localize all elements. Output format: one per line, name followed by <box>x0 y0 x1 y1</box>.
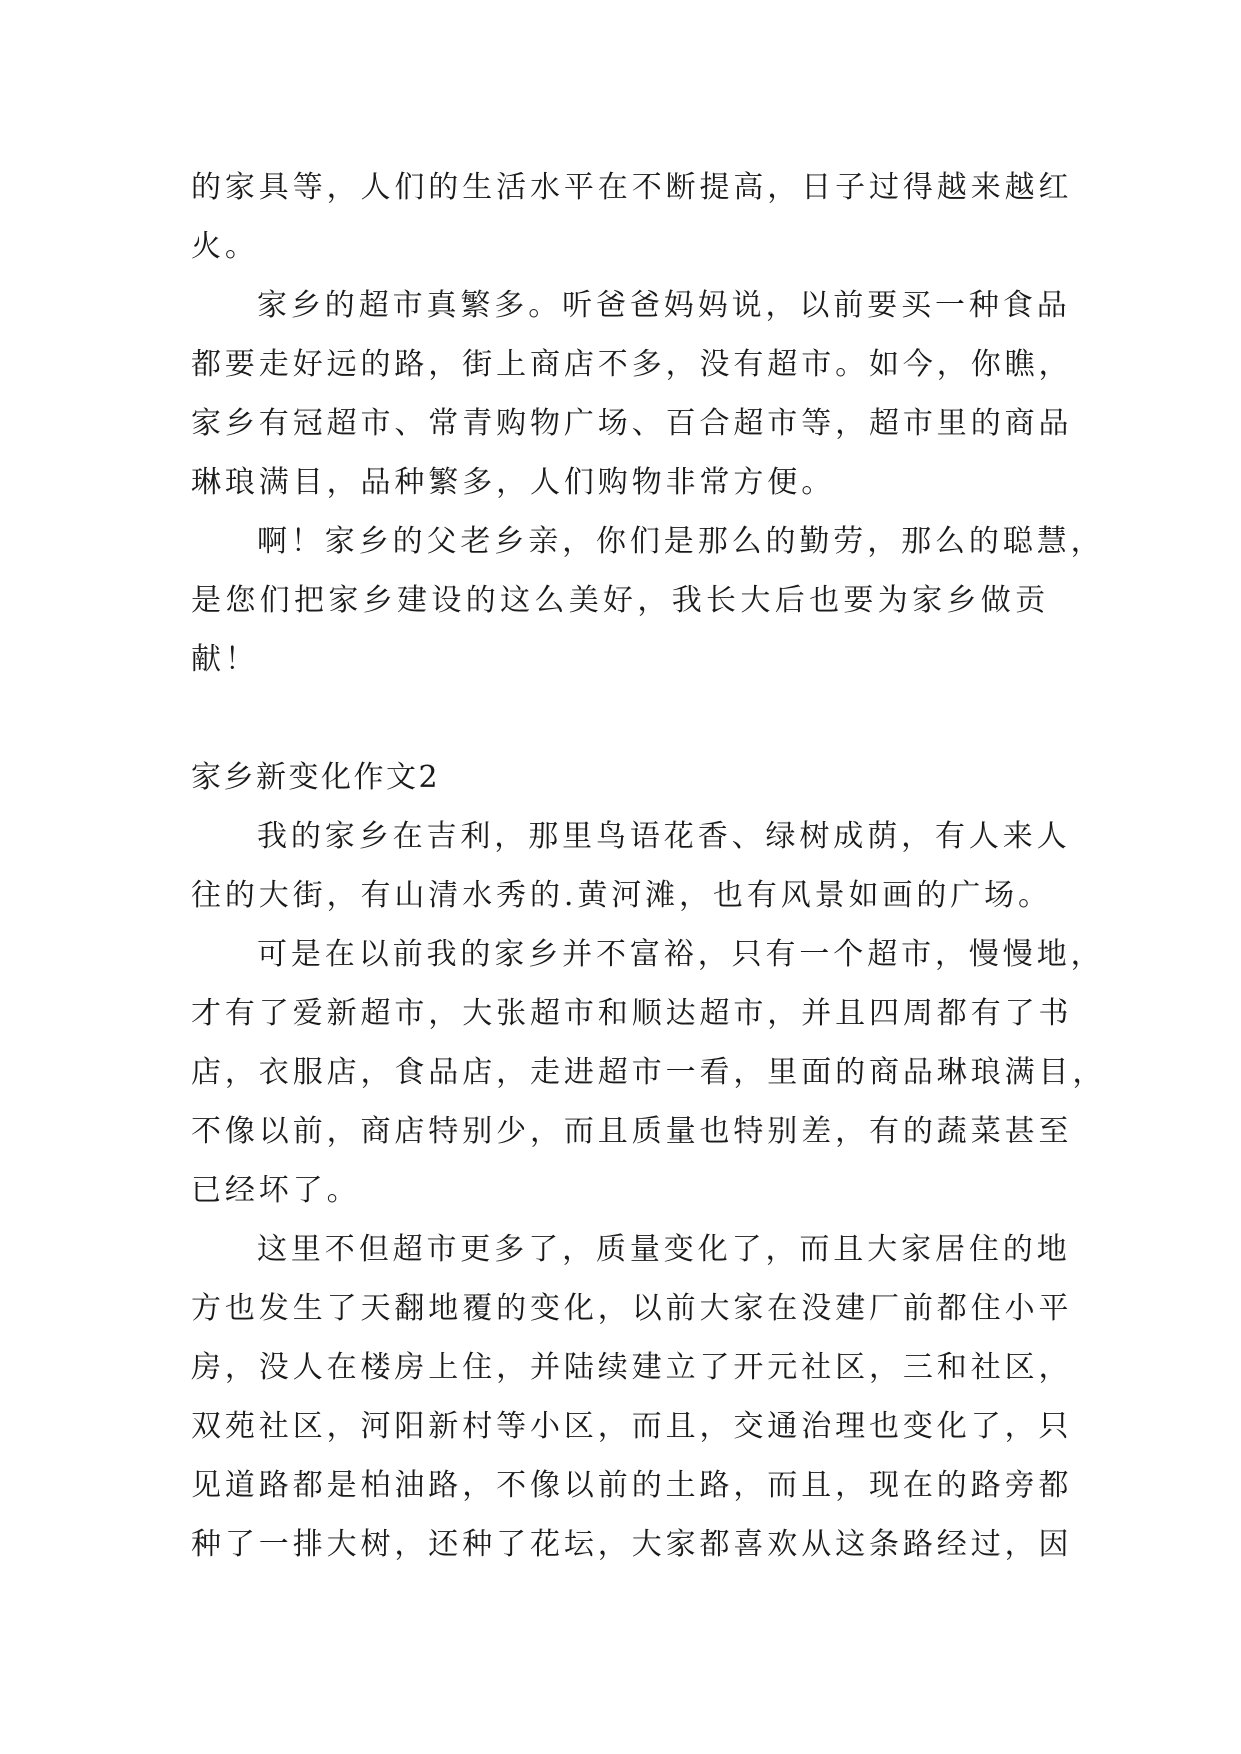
paragraph-start-line: 可是在以前我的家乡并不富裕，只有一个超市，慢慢地， <box>257 937 1105 972</box>
essay-text <box>191 158 1107 1574</box>
text-line: 已经坏了。 <box>191 1173 361 1208</box>
section-heading: 家乡新变化作文2 <box>191 760 441 795</box>
text-line: 献！ <box>191 642 259 677</box>
section-gap <box>191 689 1049 748</box>
text-line: 火。 <box>191 229 259 264</box>
text-line: 才有了爱新超市，大张超市和顺达超市，并且四周都有了书 <box>191 996 1073 1031</box>
text-line: 店，衣服店，食品店，走进超市一看，里面的商品琳琅满目， <box>191 1055 1107 1090</box>
text-line: 琳琅满目，品种繁多，人们购物非常方便。 <box>191 465 836 500</box>
text-line: 房，没人在楼房上住，并陆续建立了开元社区，三和社区， <box>191 1350 1073 1385</box>
text-line: 往的大街，有山清水秀的.黄河滩，也有风景如画的广场。 <box>191 878 1052 913</box>
text-line: 种了一排大树，还种了花坛，大家都喜欢从这条路经过，因 <box>191 1527 1073 1562</box>
paragraph-start-line: 啊！家乡的父老乡亲，你们是那么的勤劳，那么的聪慧， <box>257 524 1105 559</box>
text-line: 的家具等，人们的生活水平在不断提高，日子过得越来越红 <box>191 170 1073 205</box>
text-line: 不像以前，商店特别少，而且质量也特别差，有的蔬菜甚至 <box>191 1114 1073 1149</box>
text-line: 方也发生了天翻地覆的变化，以前大家在没建厂前都住小平 <box>191 1291 1073 1326</box>
paragraph-start-line: 家乡的超市真繁多。听爸爸妈妈说，以前要买一种食品 <box>257 288 1071 323</box>
paragraph-start-line: 这里不但超市更多了，质量变化了，而且大家居住的地 <box>257 1232 1071 1267</box>
text-line: 都要走好远的路，街上商店不多，没有超市。如今，你瞧， <box>191 347 1073 382</box>
text-line: 家乡有冠超市、常青购物广场、百合超市等，超市里的商品 <box>191 406 1073 441</box>
text-line: 双苑社区，河阳新村等小区，而且，交通治理也变化了，只 <box>191 1409 1073 1444</box>
paragraph-start-line: 我的家乡在吉利，那里鸟语花香、绿树成荫，有人来人 <box>257 819 1071 854</box>
text-line: 是您们把家乡建设的这么美好，我长大后也要为家乡做贡 <box>191 583 1049 618</box>
text-line: 见道路都是柏油路，不像以前的土路，而且，现在的路旁都 <box>191 1468 1073 1503</box>
